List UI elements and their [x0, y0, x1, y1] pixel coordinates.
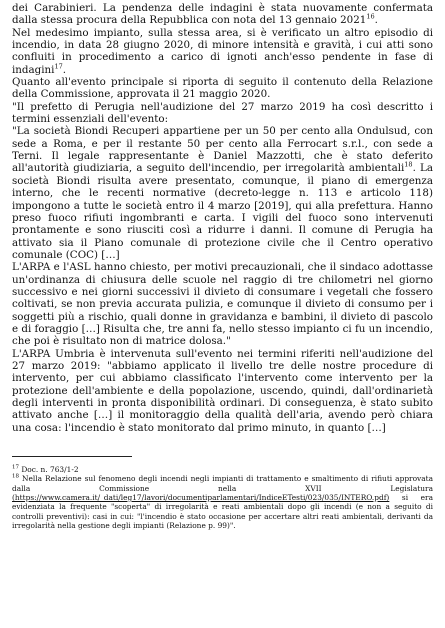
footnote-17-text: Doc. n. 763/1-2: [19, 465, 79, 475]
paragraph-6: L'ARPA e l'ASL hanno chiesto, per motivi precauzionali, che il sindaco adottasse un'ordinanza di chiusura delle scuole nel raggio di tre chilometri nel giorno successivo e nei giorni successivi il divieto di consumare i vegetali che fossero coltivati, se non previa accurata pulizia, e comunque il divieto di consumo per i soggetti più a rischio, quali donne in gravidanza e bambini, il divieto di pascolo e di foraggio […] Risulta che, tre anni fa, nello stesso impianto ci fu un incendio, che poi è risultato non di matrice dolosa.": [12, 261, 433, 348]
footnote-ref-17[interactable]: 17: [54, 62, 63, 71]
footnote-separator: [12, 456, 132, 457]
footnote-ref-18[interactable]: 18: [404, 161, 413, 170]
paragraph-2: [12, 27, 433, 76]
paragraph-4: "Il prefetto di Perugia nell'audizione del 27 marzo 2019 ha così descritto i termini essenziali dell'evento:: [12, 100, 433, 126]
paragraph-1: [12, 2, 433, 27]
footnote-18: [12, 474, 433, 530]
paragraph-1-text: dei Carabinieri. La pendenza delle indagini è stata nuovamente confermata dalla stessa procura della Repubblica con nota del 13 gennaio 2021: [12, 2, 433, 27]
footnote-18-text-b: si era evidenziata la frequente "scoperta" di irregolarità e reati ambientali dopo gli incendi (e non a seguito di controlli preventivi): casi in cui: "l'incendio è stato occasione per accertare altri reati ambientali, derivanti da irregolarità nella gestione degli impianti (Relazione p. 99)".: [12, 492, 433, 530]
footnote-ref-16[interactable]: 16: [366, 12, 375, 21]
paragraph-2-end: .: [62, 63, 67, 76]
paragraph-5: [12, 125, 433, 261]
footnote-18-number: 18: [12, 473, 19, 480]
footnote-18-link[interactable]: (https://www.camera.it/_dati/leg17/lavori/documentiparlamentari/IndiceETesti/023/035/INTERO.pdf): [12, 492, 390, 502]
footnotes: [12, 465, 433, 530]
paragraph-2-text: Nel medesimo impianto, sulla stessa area, si è verificato un altro episodio di incendio, in data 28 giugno 2020, di minore intensità e gravità, i cui atti sono confluiti in procedimento a carico di ignoti anch'esso pendente in fase di indagini: [12, 26, 433, 76]
footnote-17: [12, 465, 433, 474]
paragraph-5-text-a: "La società Biondi Recuperi appartiene per un 50 per cento alla Ondulsud, con sede a Roma, e per il restante 50 per cento alla Ferrocart s.r.l., con sede a Terni. Il legale rappresentante è Daniel Mazzotti, che è stato deferito all'autorità giudiziaria, a seguito dell'incendio, per irregolarità ambientali: [12, 125, 433, 175]
paragraph-3: Quanto all'evento principale si riporta di seguito il contenuto della Relazione della Commissione, approvata il 21 maggio 2020.: [12, 76, 433, 101]
paragraph-5-text-b: . La società Biondi risulta avere presentato, comunque, il piano di emergenza interno, che le recenti normative (decreto-legge n. 113 e articolo 118) impongono a tutte le società entro il 4 marzo [2019], qui alla prefettura. Hanno preso fuoco rifiuti ingombranti e carta. I vigili del fuoco sono intervenuti prontamente e sono riusciti così a ridurre i danni. Il comune di Perugia ha attivato sia il Piano comunale di protezione civile che il Centro operativo comunale (COC) […]: [12, 162, 433, 261]
main-text: [12, 2, 433, 434]
paragraph-7: L'ARPA Umbria è intervenuta sull'evento nei termini riferiti nell'audizione del 27 marzo 2019: "abbiamo applicato il livello tre delle nostre procedure di intervento, per cui abbiamo classificato l'intervento come intervento per la protezione dell'ambiente e della popolazione, uscendo, quindi, dall'ordinarietà degli interventi in pronta disponibilità ordinari. Di conseguenza, è stato subito attivato anche […] il monitoraggio della qualità dell'aria, avendo però chiara una cosa: l'incendio è stato monitorato dal primo minuto, in quanto […]: [12, 347, 433, 434]
paragraph-1-end: .: [374, 14, 378, 27]
footnote-17-number: 17: [12, 464, 19, 471]
footnote-18-text-a: Nella Relazione sul fenomeno degli incendi negli impianti di trattamento e smaltimento di rifiuti approvata dalla Commissione nella XVII Legislatura: [12, 474, 433, 493]
